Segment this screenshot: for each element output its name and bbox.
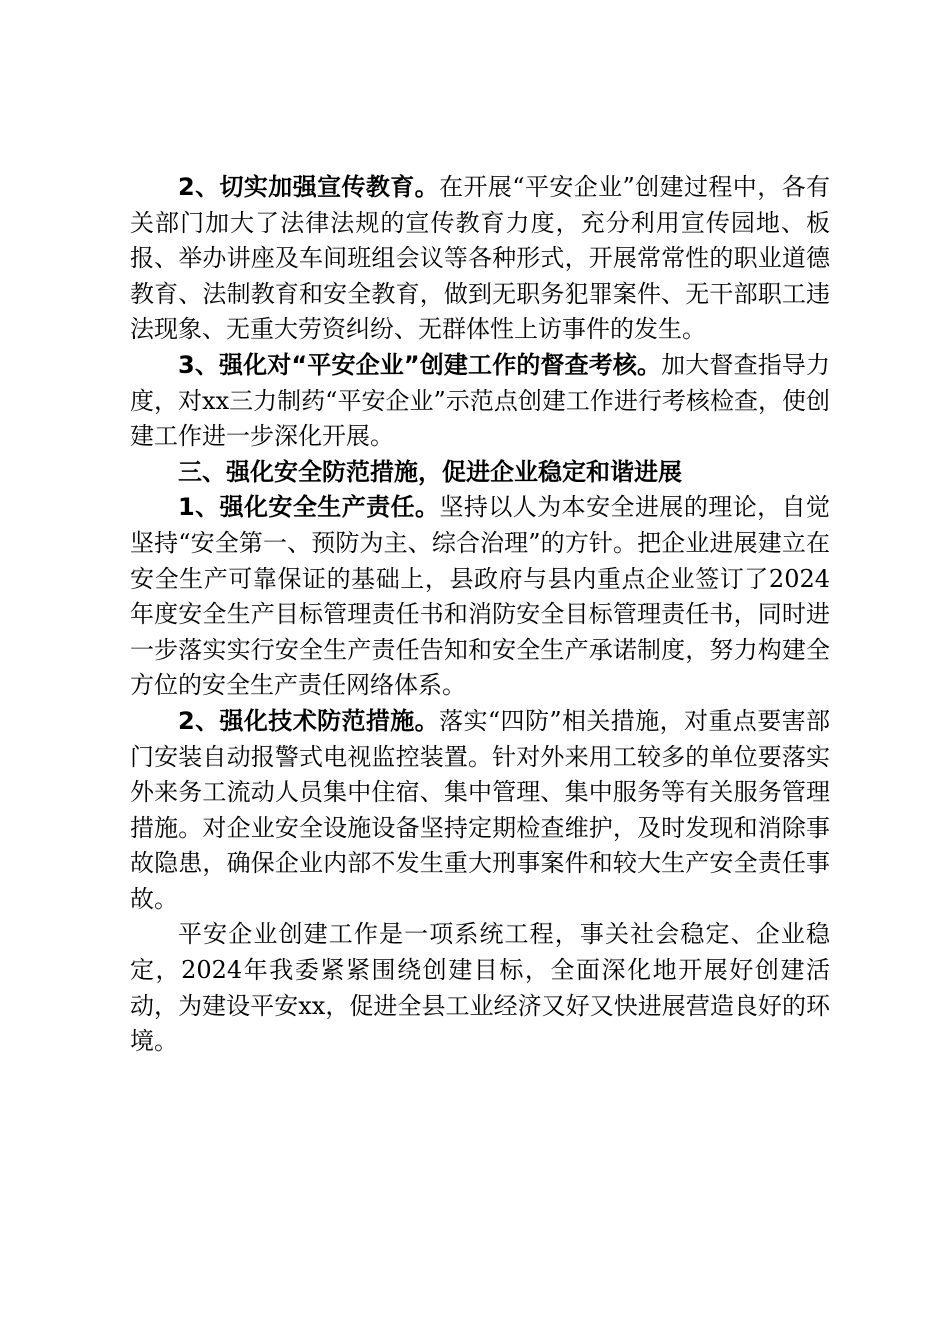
paragraph-text: 加大督查指导力度，对xx三力制药“平安企业”示范点创建工作进行考核检查，使创建工作进一步深化开展。 [130, 350, 831, 451]
paragraph-text: 落实“四防”相关措施，对重点要害部门安装自动报警式电视监控装置。针对外来用工较多的单位要落实外来务工流动人员集中住宿、集中管理、集中服务等有关服务管理措施。对企业安全设施设备坚持定期检查维护，及时发现和消除事故隐患，确保企业内部不发生重大刑事案件和较大生产安全责任事故。 [130, 706, 830, 913]
paragraph-supervision [130, 348, 830, 455]
paragraph-text: 平安企业创建工作是一项系统工程，事关社会稳定、企业稳定，2024年我委紧紧围绕创建目标，全面深化地开展好创建活动，为建设平安xx，促进全县工业经济又好又快进展营造良好的环境。 [130, 920, 830, 1056]
paragraph-lead: 2、切实加强宣传教育。 [178, 173, 440, 201]
paragraph-lead: 2、强化技术防范措施。 [178, 706, 440, 735]
document-page [130, 170, 830, 1060]
paragraph-conclusion [130, 917, 830, 1059]
paragraph-publicity-education [130, 170, 830, 348]
paragraph-safety-responsibility [130, 490, 830, 704]
paragraph-lead: 1、强化安全生产责任。 [178, 493, 440, 522]
paragraph-lead: 3、强化对“平安企业”创建工作的督查考核。 [178, 350, 662, 379]
section-heading: 三、强化安全防范措施，促进企业稳定和谐进展 [178, 457, 682, 486]
paragraph-technical-prevention [130, 704, 830, 918]
paragraph-text: 在开展“平安企业”创建过程中，各有关部门加大了法律法规的宣传教育力度，充分利用宣传园地、板报、举办讲座及车间班组会议等各种形式，开展常常性的职业道德教育、法制教育和安全教育，做到无职务犯罪案件、无干部职工违法现象、无重大劳资纠纷、无群体性上访事件的发生。 [130, 173, 830, 344]
paragraph-text: 坚持以人为本安全进展的理论，自觉坚持“安全第一、预防为主、综合治理”的方针。把企业进展建立在安全生产可靠保证的基础上，县政府与县内重点企业签订了2024年度安全生产目标管理责任书和消防安全目标管理责任书，同时进一步落实实行安全生产责任告知和安全生产承诺制度，努力构建全方位的安全生产责任网络体系。 [130, 493, 831, 700]
